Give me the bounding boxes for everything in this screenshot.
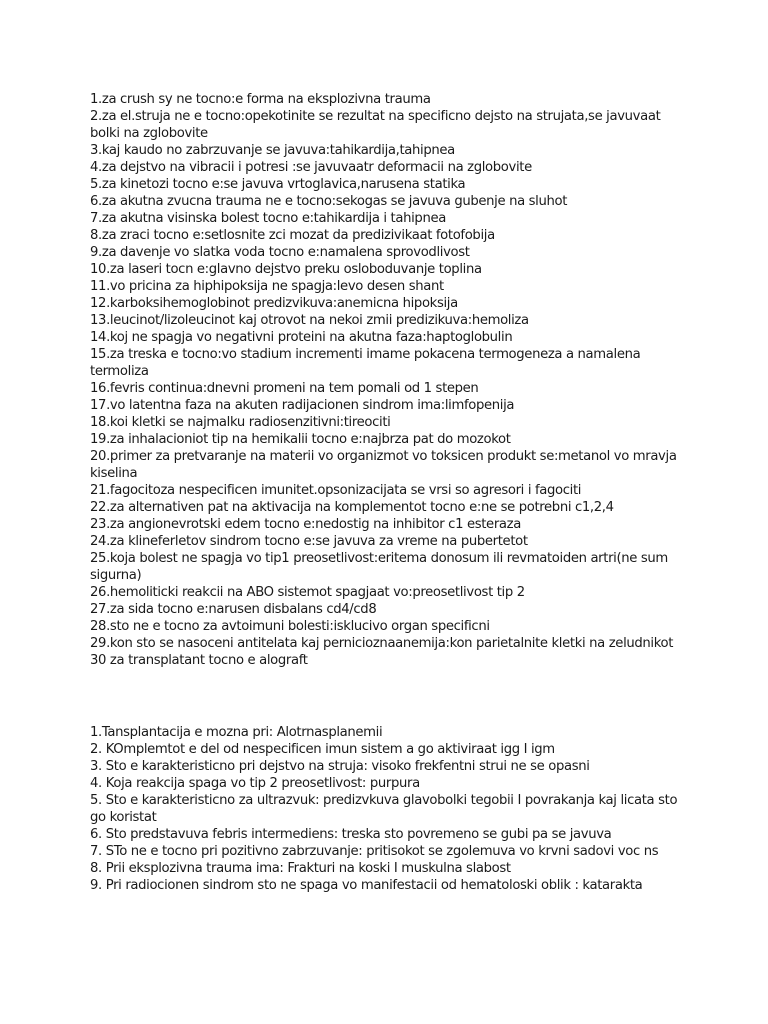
answer-line: 2.za el.struja ne e tocno:opekotinite se rezultat na specificno dejsto na strujata,se javuvaat bolki na zglobovite bbox=[90, 109, 661, 141]
answer-line: 5. Sto e karakteristicno za ultrazvuk: predizvkuva glavobolki tegobii I povrakanja kaj licata sto go koristat bbox=[90, 793, 678, 825]
answer-line: 24.za klineferletov sindrom tocno e:se javuva za vreme na pubertetot bbox=[90, 534, 528, 549]
answer-line: 9. Pri radiocionen sindrom sto ne spaga vo manifestacii od hematoloski oblik : katarakta bbox=[90, 878, 643, 893]
answer-line: 2. KOmplemtot e del od nespecificen imun sistem a go aktiviraat igg I igm bbox=[90, 742, 555, 757]
answer-line: 17.vo latentna faza na akuten radijacionen sindrom ima:limfopenija bbox=[90, 398, 515, 413]
answer-line: 19.za inhalacioniot tip na hemikalii tocno e:najbrza pat do mozokot bbox=[90, 432, 511, 447]
answer-line: 4.za dejstvo na vibracii i potresi :se javuvaatr deformacii na zglobovite bbox=[90, 160, 532, 175]
answer-line: 8.za zraci tocno e:setlosnite zci mozat da predizivikaat fotofobija bbox=[90, 228, 495, 243]
answer-line: 3. Sto e karakteristicno pri dejstvo na struja: visoko frekfentni strui ne se opasni bbox=[90, 759, 590, 774]
answer-line: 18.koi kletki se najmalku radiosenzitivni:tireociti bbox=[90, 415, 391, 430]
answer-line: 23.za angionevrotski edem tocno e:nedostig na inhibitor c1 esteraza bbox=[90, 517, 521, 532]
answer-line: 1.za crush sy ne tocno:e forma na eksplozivna trauma bbox=[90, 92, 431, 107]
answer-line: 1.Tansplantacija e mozna pri: Alotrnasplanemii bbox=[90, 725, 383, 740]
answer-line: 6. Sto predstavuva febris intermediens: treska sto povremeno se gubi pa se javuva bbox=[90, 827, 612, 842]
answer-line: 13.leucinot/lizoleucinot kaj otrovot na nekoi zmii predizikuva:hemoliza bbox=[90, 313, 529, 328]
answer-line: 4. Koja reakcija spaga vo tip 2 preosetlivost: purpura bbox=[90, 776, 420, 791]
answer-line: 16.fevris continua:dnevni promeni na tem pomali od 1 stepen bbox=[90, 381, 479, 396]
answer-line: 15.za treska e tocno:vo stadium incrementi imame pokacena termogeneza a namalena termoliza bbox=[90, 347, 641, 379]
answer-line: 7. STo ne e tocno pri pozitivno zabrzuvanje: pritisokot se zgolemuva vo krvni sadovi voc ns bbox=[90, 844, 659, 859]
answer-line: 29.kon sto se nasoceni antitelata kaj pernicioznaanemija:kon parietalnite kletki na zeludnikot bbox=[90, 636, 674, 651]
answer-line: 22.za alternativen pat na aktivacija na komplementot tocno e:ne se potrebni c1,2,4 bbox=[90, 500, 614, 515]
answer-line: 8. Prii eksplozivna trauma ima: Frakturi na koski I muskulna slabost bbox=[90, 861, 511, 876]
answer-line: 12.karboksihemoglobinot predizvikuva:anemicna hipoksija bbox=[90, 296, 458, 311]
answer-line: 28.sto ne e tocno za avtoimuni bolesti:isklucivo organ specificni bbox=[90, 619, 490, 634]
answer-line: 21.fagocitoza nespecificen imunitet.opsonizacijata se vrsi so agresori i fagociti bbox=[90, 483, 582, 498]
answer-line: 9.za davenje vo slatka voda tocno e:namalena sprovodlivost bbox=[90, 245, 470, 260]
answer-line: 5.za kinetozi tocno e:se javuva vrtoglavica,narusena statika bbox=[90, 177, 466, 192]
answer-line: 7.za akutna visinska bolest tocno e:tahikardija i tahipnea bbox=[90, 211, 446, 226]
answer-line: 26.hemoliticki reakcii na ABO sistemot spagjaat vo:preosetlivost tip 2 bbox=[90, 585, 525, 600]
answer-line: 20.primer za pretvaranje na materii vo organizmot vo toksicen produkt se:metanol vo mravja kiselina bbox=[90, 449, 677, 481]
answer-line: 10.za laseri tocn e:glavno dejstvo preku osloboduvanje toplina bbox=[90, 262, 482, 277]
answer-line: 3.kaj kaudo no zabrzuvanje se javuva:tahikardija,tahipnea bbox=[90, 143, 455, 158]
answers-list-first bbox=[90, 91, 690, 669]
answer-line: 25.koja bolest ne spagja vo tip1 preosetlivost:eritema donosum ili revmatoiden artri(ne sum sigurna) bbox=[90, 551, 668, 583]
answer-line: 27.za sida tocno e:narusen disbalans cd4/cd8 bbox=[90, 602, 377, 617]
answer-line: 11.vo pricina za hiphipoksija ne spagja:levo desen shant bbox=[90, 279, 444, 294]
answer-line: 14.koj ne spagja vo negativni proteini na akutna faza:haptoglobulin bbox=[90, 330, 513, 345]
answer-line: 6.za akutna zvucna trauma ne e tocno:sekogas se javuva gubenje na sluhot bbox=[90, 194, 568, 209]
answer-line: 30 za transplatant tocno e alograft bbox=[90, 653, 308, 668]
answers-list-second bbox=[90, 724, 690, 894]
